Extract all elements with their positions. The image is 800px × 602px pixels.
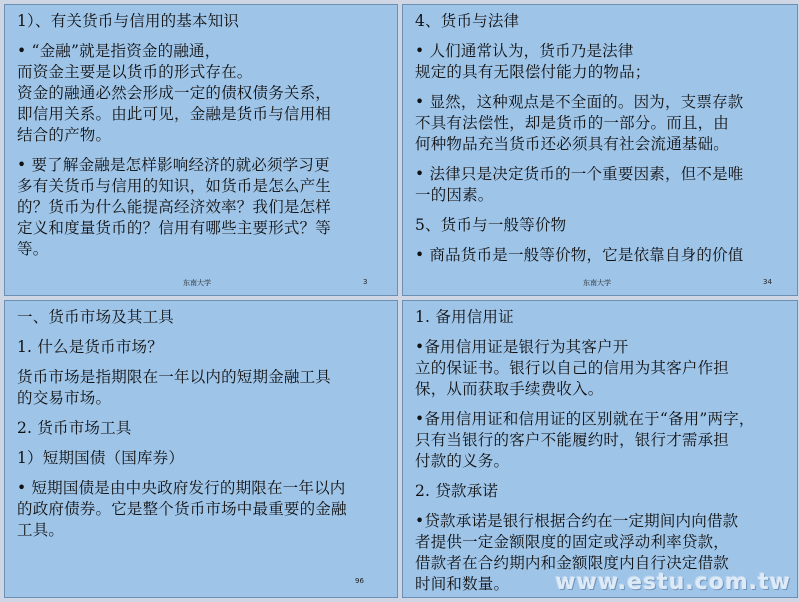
text-line: 不具有法偿性，却是货币的一部分。而且，由 <box>415 114 730 132</box>
text-line: 借款者在合约期内和金额限度内自行决定借款 <box>415 554 730 572</box>
paragraph-gap <box>17 32 387 41</box>
text-line: 付款的义务。 <box>415 452 510 470</box>
paragraph-gap <box>415 236 787 245</box>
paragraph-gap <box>17 439 387 448</box>
slide-bottom-left <box>4 300 398 598</box>
text-line: 即信用关系。由此可见，金融是货币与信用相 <box>17 105 332 123</box>
text-line: 结合的产物。 <box>17 126 112 144</box>
text-line: • 商品货币是一般等价物，它是依靠自身的价值 <box>415 246 744 264</box>
paragraph-gap <box>415 502 787 511</box>
text-line: 立的保证书。银行以自己的信用为其客户作担 <box>415 359 730 377</box>
paragraph-gap <box>17 409 387 418</box>
text-line: 等。 <box>17 240 49 258</box>
text-line: 2. 货币市场工具 <box>17 419 132 437</box>
text-line: • 短期国债是由中央政府发行的期限在一年以内 <box>17 479 346 497</box>
slide-top-left <box>4 4 398 296</box>
paragraph-gap <box>415 32 787 41</box>
text-line: 的交易市场。 <box>17 389 112 407</box>
text-line: 2. 贷款承诺 <box>415 482 499 500</box>
slide-heading: 1. 备用信用证 <box>415 308 514 326</box>
paragraph-gap <box>17 328 387 337</box>
text-line: 工具。 <box>17 521 65 539</box>
text-line: 而资金主要是以货币的形式存在。 <box>17 63 253 81</box>
text-line: 时间和数量。 <box>415 575 510 593</box>
slide-content <box>17 307 387 541</box>
slide-bottom-right <box>402 300 798 598</box>
footer-university: 东南大学 <box>583 279 611 287</box>
paragraph-gap <box>415 155 787 164</box>
text-line: 者提供一定金额限度的固定或浮动利率贷款， <box>415 533 730 551</box>
text-line: 1）短期国债（国库券） <box>17 449 185 467</box>
text-line: 资金的融通必然会形成一定的债权债务关系， <box>17 84 332 102</box>
paragraph-gap <box>415 472 787 481</box>
page-number: 34 <box>763 278 772 286</box>
watermark: www.estu.com.tw <box>555 570 791 595</box>
text-line: 的政府债券。它是整个货币市场中最重要的金融 <box>17 500 347 518</box>
slide-heading: 4、货币与法律 <box>415 12 520 30</box>
slide-content <box>17 11 387 260</box>
text-line: 规定的具有无限偿付能力的物品； <box>415 63 651 81</box>
text-line: • 显然，这种观点是不全面的。因为，支票存款 <box>415 93 744 111</box>
text-line: •贷款承诺是银行根据合约在一定期间内向借款 <box>415 512 739 530</box>
text-line: 的？货币为什么能提高经济效率？我们是怎样 <box>17 198 332 216</box>
slide-top-right <box>402 4 798 296</box>
text-line: •备用信用证是银行为其客户开 <box>415 338 629 356</box>
text-line: 只有当银行的客户不能履约时，银行才需承担 <box>415 431 730 449</box>
text-line: 1. 什么是货币市场？ <box>17 338 163 356</box>
text-line: •备用信用证和信用证的区别就在于“备用”两字， <box>415 410 755 428</box>
paragraph-gap <box>415 400 787 409</box>
slide-content <box>415 11 787 266</box>
paragraph-gap <box>17 358 387 367</box>
text-line: • 要了解金融是怎样影响经济的就必须学习更 <box>17 156 330 174</box>
text-line: 一的因素。 <box>415 186 494 204</box>
text-line: • “金融”就是指资金的融通， <box>17 42 221 60</box>
slide-content <box>415 307 787 595</box>
paragraph-gap <box>17 146 387 155</box>
text-line: 多有关货币与信用的知识，如货币是怎么产生 <box>17 177 332 195</box>
text-line: 货币市场是指期限在一年以内的短期金融工具 <box>17 368 332 386</box>
text-line: • 法律只是决定货币的一个重要因素，但不是唯 <box>415 165 744 183</box>
text-line: 何种物品充当货币还必须具有社会流通基础。 <box>415 135 730 153</box>
page-number: 3 <box>363 278 368 286</box>
paragraph-gap <box>415 328 787 337</box>
text-line: • 人们通常认为，货币乃是法律 <box>415 42 634 60</box>
slide-heading: 一、货币市场及其工具 <box>17 308 175 326</box>
footer-university: 东南大学 <box>183 279 211 287</box>
paragraph-gap <box>415 83 787 92</box>
text-line: 保，从而获取手续费收入。 <box>415 380 604 398</box>
slide-heading: 1）、有关货币与信用的基本知识 <box>17 12 240 30</box>
paragraph-gap <box>17 469 387 478</box>
text-line: 5、货币与一般等价物 <box>415 216 567 234</box>
text-line: 定义和度量货币的？信用有哪些主要形式？等 <box>17 219 332 237</box>
paragraph-gap <box>415 206 787 215</box>
page-number: 96 <box>355 577 364 585</box>
